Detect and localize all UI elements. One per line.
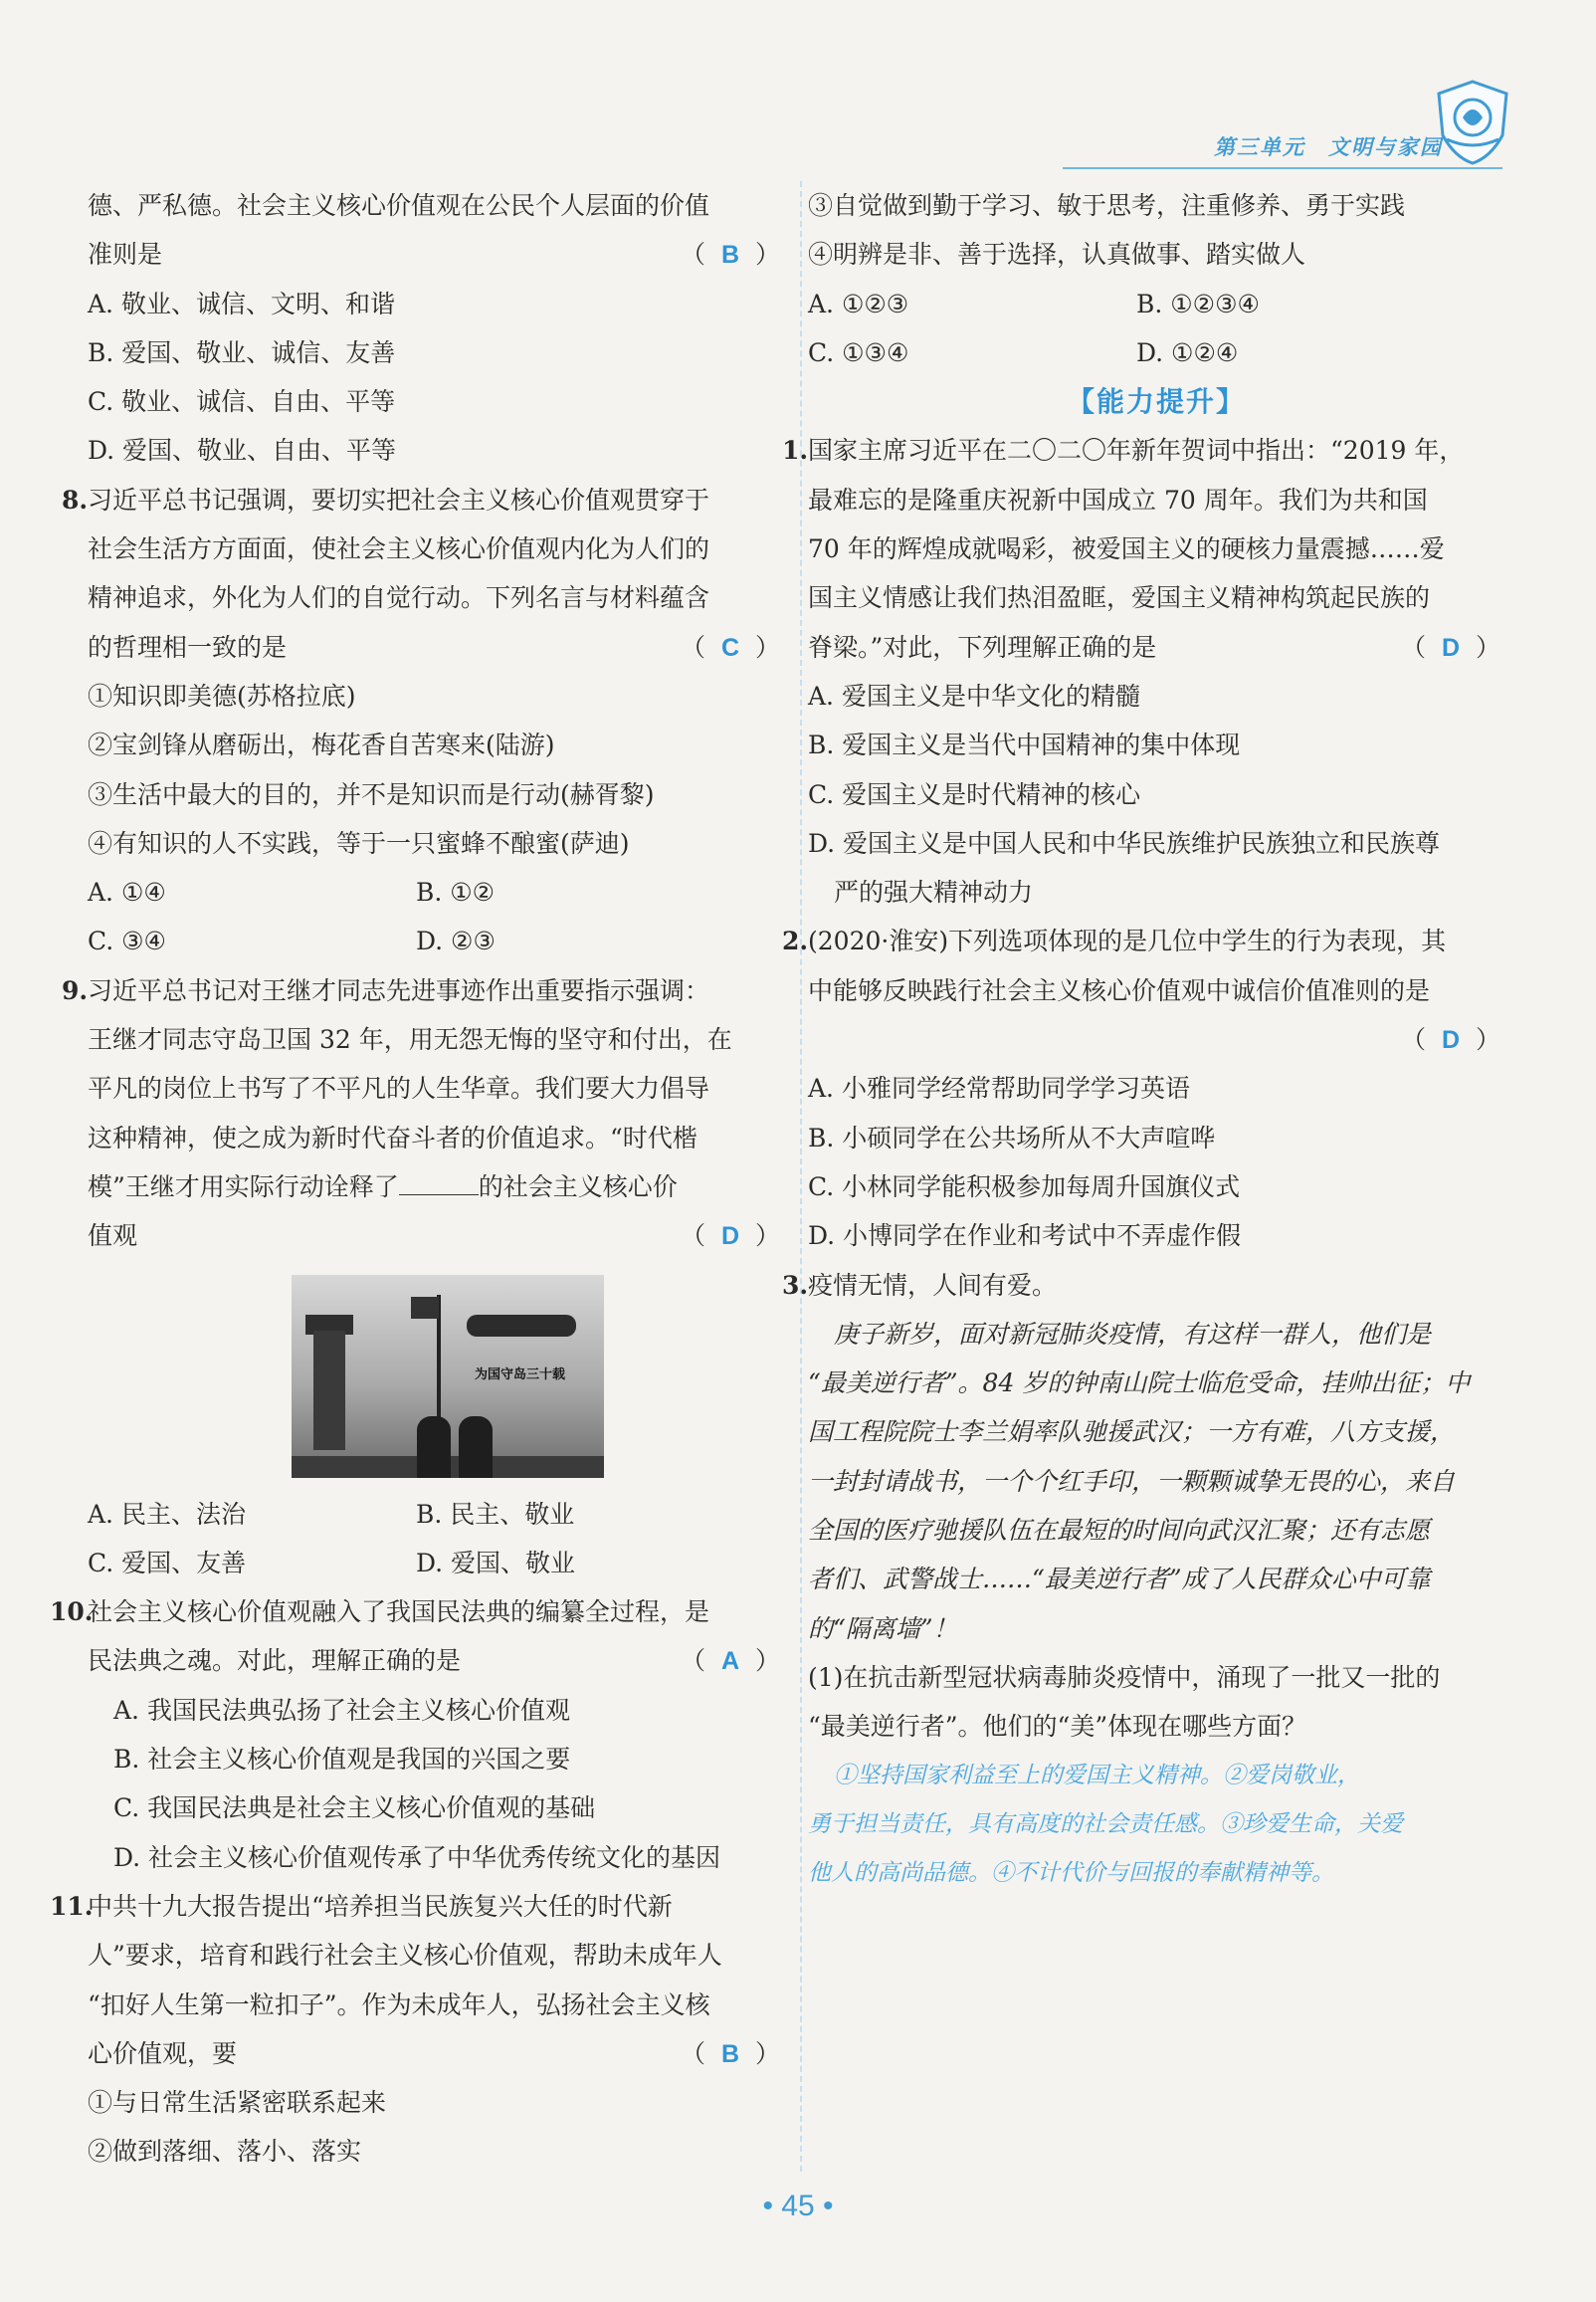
option-item: A. ①②③ [808, 289, 909, 318]
option-item: A. 民主、法治 [88, 1499, 246, 1529]
answer-bracket: （ B ） [681, 2038, 784, 2068]
question-line: 民法典之魂。对此，理解正确的是 [88, 1646, 462, 1676]
question-text [50, 1882, 784, 1931]
statement-item: ①知识即美德(苏格拉底) [88, 681, 356, 711]
question-text [88, 2029, 784, 2078]
option-item: D. 社会主义核心价值观传承了中华优秀传统文化的基因 [113, 1842, 721, 1872]
option-item: B. 爱国、敬业、诚信、友善 [88, 337, 396, 367]
question-text [808, 1015, 1504, 1064]
statement-item: ③自觉做到勤于学习、敏于思考，注重修养、勇于实践 [808, 191, 1406, 220]
statement-item: ①与日常生活紧密联系起来 [88, 2088, 387, 2118]
option-item: 严的强大精神动力 [834, 878, 1034, 908]
answer-letter: D [1441, 633, 1465, 662]
options-row [88, 1490, 784, 1539]
question-line: 的社会主义核心价 [478, 1171, 678, 1201]
section-title: 【能力提升】 [1066, 385, 1246, 419]
option-item: A. 敬业、诚信、文明、和谐 [88, 289, 395, 318]
reading-passage: 全国的医疗驰援队伍在最短的时间向武汉汇聚；还有志愿 [808, 1516, 1431, 1546]
question-line: 国家主席习近平在二〇二〇年新年贺词中指出：“2019 年， [808, 436, 1465, 466]
question-number: 11. [50, 1891, 94, 1921]
question-number: 10. [50, 1597, 94, 1627]
question-line: 习近平总书记对王继才同志先进事迹作出重要指示强调： [88, 975, 710, 1005]
option-item: B. 小硕同学在公共场所从不大声喧哗 [808, 1123, 1216, 1152]
options-row [808, 328, 1504, 377]
option-item: A. 爱国主义是中华文化的精髓 [808, 681, 1140, 711]
question-text [50, 1587, 784, 1636]
handwritten-answer: 勇于担当责任，具有高度的社会责任感。③珍爱生命，关爱 [808, 1810, 1403, 1837]
option-item: C. 小林同学能积极参加每周升国旗仪式 [808, 1171, 1241, 1201]
option-item: D. ①②④ [1136, 337, 1239, 367]
question-text: “扣好人生第一粒扣子”。作为未成年人，弘扬社会主义核 [88, 1989, 710, 2019]
reading-passage: 的“隔离墙”！ [808, 1613, 958, 1643]
option-item: C. 爱国、友善 [88, 1548, 247, 1577]
option-item: D. 小博同学在作业和考试中不弄虚作假 [808, 1221, 1242, 1251]
option-item: A. 我国民法典弘扬了社会主义核心价值观 [113, 1695, 570, 1725]
question-text: 王继才同志守岛卫国 32 年，用无怨无悔的坚守和付出，在 [88, 1025, 732, 1055]
option-item: C. 我国民法典是社会主义核心价值观的基础 [113, 1793, 596, 1823]
option-item: C. ①③④ [808, 337, 909, 367]
column-divider [800, 181, 802, 2172]
question-line: 模”王继才用实际行动诠释了 [88, 1171, 399, 1201]
option-item: D. 爱国主义是中国人民和中华民族维护民族独立和民族尊 [808, 828, 1441, 858]
option-item: B. 社会主义核心价值观是我国的兴国之要 [113, 1745, 571, 1775]
question-text: 人”要求，培育和践行社会主义核心价值观，帮助未成年人 [88, 1941, 722, 1971]
question-text: 中能够反映践行社会主义核心价值观中诚信价值准则的是 [808, 975, 1431, 1005]
question-text: 国主义情感让我们热泪盈眶，爱国主义精神构筑起民族的 [808, 583, 1431, 613]
answer-bracket: （ A ） [681, 1646, 784, 1676]
answer-bracket: （ D ） [681, 1221, 784, 1251]
handwritten-answer: 他人的高尚品德。④不计代价与回报的奉献精神等。 [808, 1860, 1334, 1887]
question-text: 70 年的辉煌成就喝彩，被爱国主义的硬核力量震撼……爱 [808, 534, 1445, 564]
left-column [50, 181, 784, 2177]
option-item: D. 爱国、敬业、自由、平等 [88, 436, 397, 466]
question-line: 的哲理相一致的是 [88, 632, 288, 662]
answer-letter: B [720, 241, 744, 270]
answer-letter: C [720, 633, 744, 662]
sub-question: (1)在抗击新型冠状病毒肺炎疫情中，涌现了一批又一批的 [808, 1662, 1441, 1692]
answer-bracket: （ B ） [681, 240, 784, 270]
options-row [88, 868, 784, 917]
question-number: 1. [782, 436, 809, 466]
statement-item: ②宝剑锋从磨砺出，梅花香自苦寒来(陆游) [88, 731, 555, 760]
question-line: 习近平总书记强调，要切实把社会主义核心价值观贯穿于 [88, 485, 710, 515]
question-number: 3. [782, 1270, 809, 1300]
option-item: C. 敬业、诚信、自由、平等 [88, 387, 396, 417]
handwritten-answer: ①坚持国家利益至上的爱国主义精神。②爱岗敬业， [834, 1762, 1360, 1788]
reading-passage: 庚子新岁，面对新冠肺炎疫情，有这样一群人，他们是 [834, 1319, 1432, 1349]
question-line: (2020·淮安)下列选项体现的是几位中学生的行为表现，其 [808, 927, 1447, 956]
question-text [782, 917, 1504, 965]
statement-item: ④明辨是非、善于选择，认真做事、踏实做人 [808, 240, 1306, 270]
question-line: 脊梁。”对此，下列理解正确的是 [808, 632, 1157, 662]
reading-passage: 国工程院院士李兰娟率队驰援武汉；一方有难，八方支援， [808, 1417, 1456, 1447]
question-text: 德、严私德。社会主义核心价值观在公民个人层面的价值 [88, 191, 710, 220]
reading-passage: 一封封请战书，一个个红手印，一颗颗诚挚无畏的心，来自 [808, 1466, 1456, 1496]
unit-title: 第三单元 文明与家园 [1214, 134, 1443, 159]
question-text: 最难忘的是隆重庆祝新中国成立 70 周年。我们为共和国 [808, 485, 1428, 515]
question-text [88, 230, 784, 279]
question-text [88, 1211, 784, 1260]
question-number: 8. [62, 485, 89, 515]
statement-item: ②做到落细、落小、落实 [88, 2137, 362, 2167]
option-item: B. ①② [416, 878, 496, 908]
question-text-tail: 准则是 [88, 240, 163, 270]
option-item: D. ②③ [416, 927, 496, 956]
statement-item: ④有知识的人不实践，等于一只蜜蜂不酿蜜(萨迪) [88, 828, 630, 858]
reading-passage: 者们、武警战士……“最美逆行者”成了人民群众心中可靠 [808, 1565, 1431, 1594]
question-line: 心价值观，要 [88, 2038, 238, 2068]
question-text: 这种精神，使之成为新时代奋斗者的价值追求。“时代楷 [88, 1123, 698, 1152]
question-text [88, 623, 784, 672]
answer-letter: D [1441, 1026, 1465, 1055]
option-item: A. 小雅同学经常帮助同学学习英语 [808, 1074, 1190, 1104]
answer-letter: D [720, 1222, 744, 1251]
question-text [62, 476, 784, 524]
question-number: 2. [782, 927, 809, 956]
option-item: C. ③④ [88, 927, 166, 956]
question-number: 9. [62, 975, 89, 1005]
answer-bracket: （ C ） [681, 632, 784, 662]
page-number: • 45 • [762, 2190, 834, 2222]
options-row [808, 280, 1504, 328]
question-text [62, 966, 784, 1015]
question-text [88, 1162, 784, 1211]
options-row [88, 1539, 784, 1587]
option-item: B. 爱国主义是当代中国精神的集中体现 [808, 731, 1241, 760]
answer-bracket: （ D ） [1401, 1025, 1504, 1055]
option-item: B. 民主、敬业 [416, 1499, 575, 1529]
fill-blank [399, 1194, 479, 1195]
sub-question: “最美逆行者”。他们的“美”体现在哪些方面？ [808, 1712, 1307, 1742]
question-line: 疫情无情，人间有爱。 [808, 1270, 1058, 1300]
reading-passage: “最美逆行者”。84 岁的钟南山院士临危受命，挂帅出征；中 [808, 1368, 1471, 1398]
answer-letter: A [720, 1647, 744, 1676]
statement-item: ③生活中最大的目的，并不是知识而是行动(赫胥黎) [88, 779, 655, 809]
options-row [88, 917, 784, 965]
question-text [782, 1261, 1504, 1310]
option-item: D. 爱国、敬业 [416, 1548, 576, 1577]
option-item: C. 爱国主义是时代精神的核心 [808, 779, 1141, 809]
question-line: 中共十九大报告提出“培养担当民族复兴大任的时代新 [88, 1891, 673, 1921]
question-text: 精神追求，外化为人们的自觉行动。下列名言与材料蕴含 [88, 583, 710, 613]
answer-letter: B [720, 2039, 744, 2068]
right-column [782, 181, 1504, 1898]
question-text: 平凡的岗位上书写了不平凡的人生华章。我们要大力倡导 [88, 1074, 710, 1104]
question-text [88, 1636, 784, 1685]
option-item: B. ①②③④ [1136, 289, 1260, 318]
photo-caption: 为国守岛三十载 [475, 1366, 566, 1382]
answer-bracket: （ D ） [1401, 632, 1504, 662]
photo-island-guard [292, 1275, 604, 1478]
question-text [782, 426, 1504, 475]
question-text: 社会生活方方面面，使社会主义核心价值观内化为人们的 [88, 534, 710, 564]
question-line: 值观 [88, 1221, 138, 1251]
school-badge-icon [1433, 78, 1512, 167]
question-line: 社会主义核心价值观融入了我国民法典的编纂全过程，是 [88, 1597, 710, 1627]
option-item: A. ①④ [88, 878, 166, 908]
question-text [808, 623, 1504, 672]
